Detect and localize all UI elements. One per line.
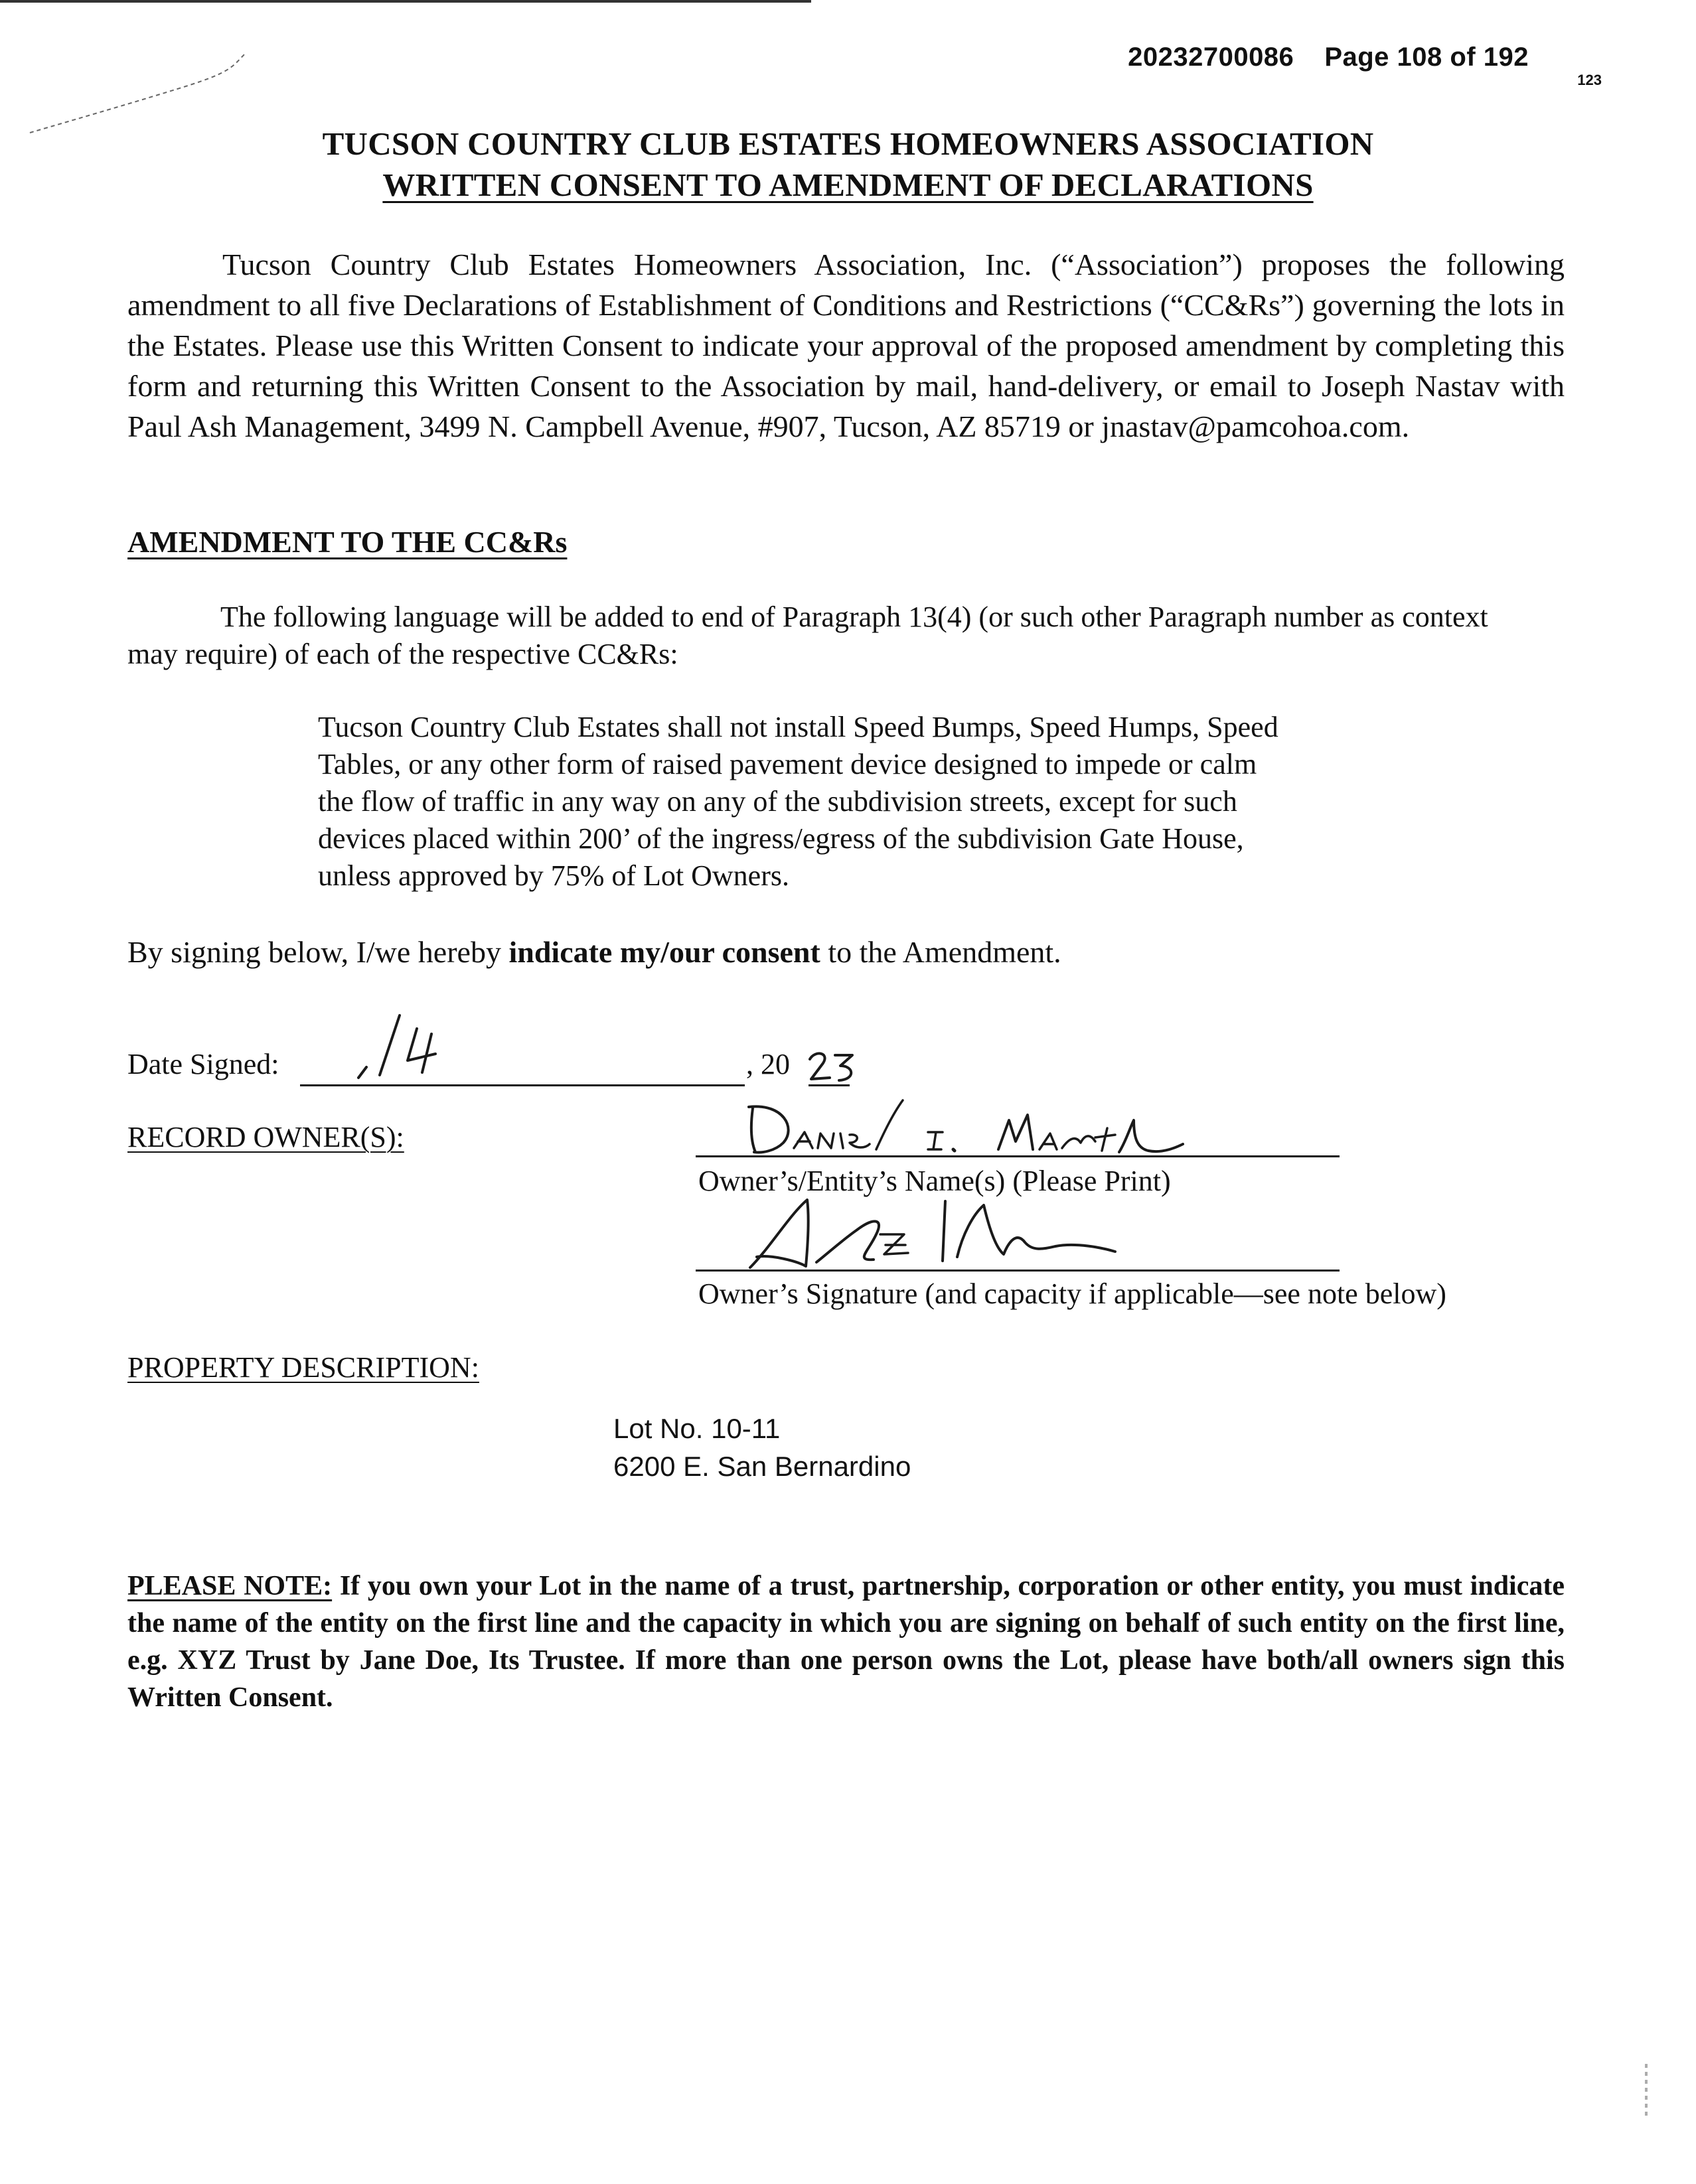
owner-name-handwriting xyxy=(743,1095,1208,1161)
record-owner-label: RECORD OWNER(S): xyxy=(127,1121,404,1153)
owner-signature-caption: Owner’s Signature (and capacity if applicable—see note below) xyxy=(698,1277,1446,1310)
amendment-lead-paragraph: The following language will be added to end of Paragraph 13(4) (or such other Paragraph number as context may require) of each of the respective CC&Rs: xyxy=(127,601,1488,670)
date-year-prefix: , 20 xyxy=(746,1048,790,1080)
lot-number: Lot No. 10-11 xyxy=(613,1413,781,1444)
consent-statement xyxy=(127,934,1061,970)
date-signed-value xyxy=(352,1003,445,1083)
please-note-text: If you own your Lot in the name of a trust, partnership, corporation or other entity, you must indicate the name of the entity on the first line and the capacity in which you are signing on behalf of such entity on the first line, e.g. XYZ Trust by Jane Doe, Its Trustee. If more than one person owns the Lot, please have both/all owners sign this Written Consent. xyxy=(127,1571,1565,1713)
property-description xyxy=(613,1410,911,1485)
amendment-text: Tucson Country Club Estates shall not install Speed Bumps, Speed Humps, Speed Tables, or any other form of raised pavement device designed to impede or calm the flow of traffic in any way on any of the subdivision streets, except for such devices placed within 200’ of the ingress/egress of the subdivision Gate House, unless approved by 75% of Lot Owners. xyxy=(318,711,1278,892)
date-signed-label: Date Signed: xyxy=(127,1048,279,1080)
property-address: 6200 E. San Bernardino xyxy=(613,1451,911,1482)
document-subtitle xyxy=(0,166,1696,204)
owner-signature-line xyxy=(696,1270,1340,1272)
consent-before: By signing below, I/we hereby xyxy=(127,935,509,969)
document-title: TUCSON COUNTRY CLUB ESTATES HOMEOWNERS ASSOCIATION xyxy=(322,125,1374,162)
intro-paragraph: Tucson Country Club Estates Homeowners Association, Inc. (“Association”) proposes the following amendment to all five Declarations of Establishment of Conditions and Restrictions (“CC&Rs”) governing the lots in the Estates. Please use this Written Consent to indicate your approval of the proposed amendment by completing this form and returning this Written Consent to the Association by mail, hand-delivery, or email to Joseph Nastav with Paul Ash Management, 3499 N. Campbell Avenue, #907, Tucson, AZ 85719 or jnastav@pamcohoa.com. xyxy=(127,248,1565,443)
date-signed-line xyxy=(300,1084,745,1086)
page-label: Page 108 of 192 xyxy=(1324,42,1529,72)
owner-name-line xyxy=(696,1155,1340,1157)
consent-after: to the Amendment. xyxy=(820,935,1061,969)
owner-name-caption: Owner’s/Entity’s Name(s) (Please Print) xyxy=(698,1165,1171,1197)
please-note-lead: PLEASE NOTE: xyxy=(127,1571,333,1601)
document-subtitle-text: WRITTEN CONSENT TO AMENDMENT OF DECLARATIONS xyxy=(382,167,1314,203)
date-year-value xyxy=(806,1049,859,1088)
doc-number: 20232700086 xyxy=(1128,42,1294,72)
consent-bold: indicate my/our consent xyxy=(508,935,820,969)
please-note-paragraph xyxy=(127,1567,1565,1716)
scan-margin-dots xyxy=(1645,2064,1648,2117)
amendment-heading: AMENDMENT TO THE CC&Rs xyxy=(127,525,568,559)
owner-signature xyxy=(743,1188,1208,1281)
property-description-label: PROPERTY DESCRIPTION: xyxy=(127,1351,479,1384)
top-edge-rule xyxy=(0,0,811,3)
recording-header xyxy=(1128,42,1529,72)
page-stamp: 123 xyxy=(1577,72,1602,88)
